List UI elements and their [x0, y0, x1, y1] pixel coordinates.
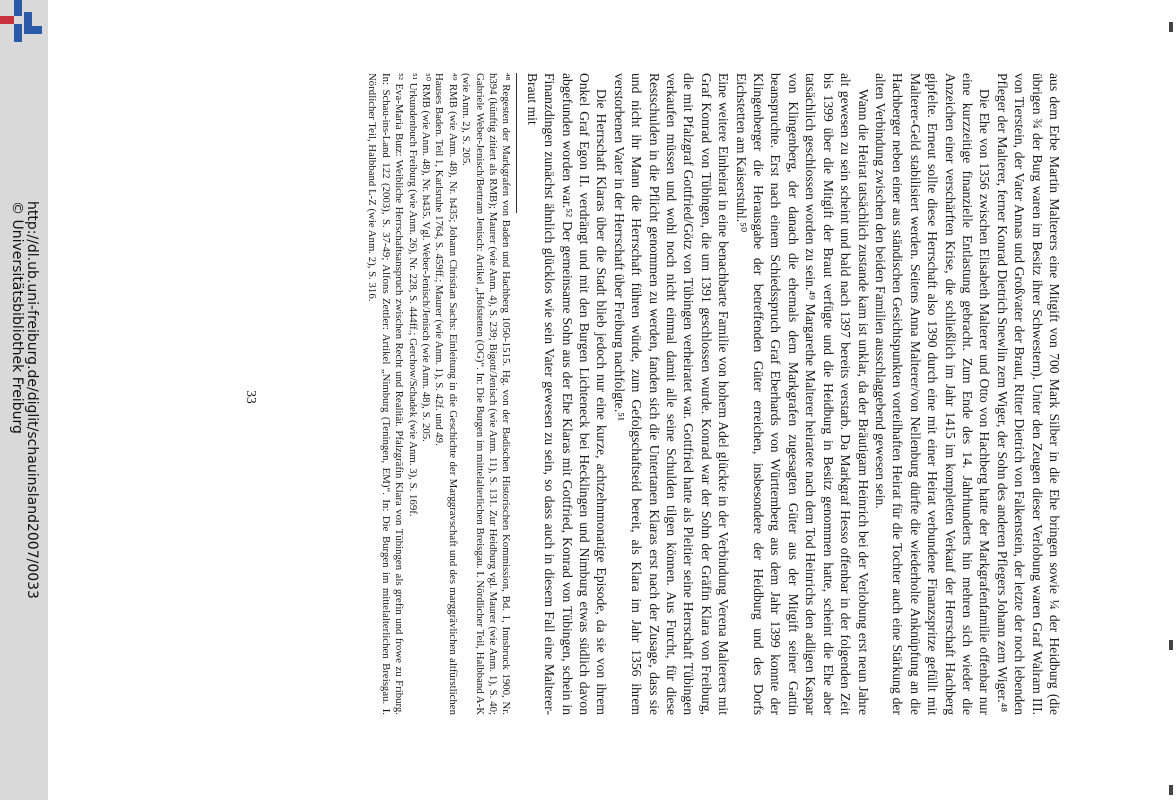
paragraph: Eine weitere Einheirat in eine benachbarte Familie von hohem Adel glückte in der Verbindung Verena Malterers mit Graf Konrad von Tübingen, die um 1391 geschlossen wurde. Konrad war der Sohn der Gräfin Klara von Freiburg, die mit Pfalzgraf Gottfried/Götz von Tübingen verheiratet war. Gottfried hatte als Pleitier seine Herrschaft Tübingen verkaufen müssen und wohl noch nicht einmal damit alle seine Schulden tilgen können. Aus Furcht, für diese Restschulden in die Pflicht genommen zu werden, fanden sich die Untertanen Klaras erst nach der Zusage, dass sie und nicht ihr Mann die Herrschaft führen würde, zum Gefolgschaftseid bereit, als Klara im Jahr 1356 ihrem verstorbenen Vater in der Herrschaft über Freiburg nachfolgte.⁵¹ [611, 73, 732, 715]
footnote-divider [516, 73, 517, 213]
source-url[interactable]: http://dl.ub.uni-freiburg.de/diglit/schauinsland2007/0033 [24, 201, 40, 599]
footnote: ⁵⁰ RMB (wie Anm. 48), Nr. h435. Vgl. Weber-Jenisch/Jenisch (wie Anm. 48), S. 205. [419, 73, 432, 442]
scan-edge-mark [1169, 640, 1173, 650]
copyright-notice: © Universitätsbibliothek Freiburg [9, 201, 25, 434]
footnote: ⁵¹ Urkundenbuch Freiburg (wie Anm. 26), Nr. 228, S. 444ff.; Gerchow/Schadek (wie Anm. 3), S. 169f. [406, 73, 419, 517]
viewer-side-strip [0, 0, 48, 800]
scan-edge-mark [1169, 22, 1173, 32]
footnote: ⁴⁹ RMB (wie Anm. 48), Nr. h435; Johann Christian Sachs: Einleitung in die Geschichte der Marggravschaft und des marggrävlichen altfürstlichen Hauses Baden. Teil 1, Karlsruhe 1764, S. 459ff.; Maurer (wie Anm. 1), S. 42f. und 49. [433, 73, 459, 715]
viewer-url-caption [9, 201, 39, 599]
footnote: ⁵² Eva-Maria Butz: Weibliche Herrschaftsanspruch zwischen Recht und Realität. Pfalzgräfin Klara von Tübingen als grefin und frowe zu Friburg. In: Schau-ins-Land 122 (2003), S. 37-49; Alfons Zettler: Artikel „Nimburg (Teningen, EM)“. In: Die Burgen im mittelalterlichen Breisgau. I. Nördlicher Teil, Halbband L-Z (wie Anm. 2), S. 316. [366, 73, 406, 715]
footnote: ⁴⁸ Regesten der Markgrafen von Baden und Hachberg 1050-1515. Hg. von der Badischen Historischen Kommission, Bd. 1, Innsbruck 1900, Nr. h394 (künftig zitiert als RMB); Maurer (wie Anm. 4), S. 239; Bigott/Jenisch (wie Anm. 11), S. 131. Zur Heidburg vgl. Maurer (wie Anm. 1), S. 40; Gabriele Weber-Jenisch/Bertram Jenisch: Artikel „Hofstetten (OG)“. In: Die Burgen im mittelalterlichen Breisgau. I. Nördlicher Teil, Halbband A-K (wie Anm. 2), S. 205. [460, 73, 513, 715]
paragraph: Die Ehe von 1356 zwischen Elisabeth Malterer und Otto von Hachberg hatte der Markgrafenfamilie offenbar nur eine kurzzeitige finanzielle Entlastung gebracht. Zum Ende des 14. Jahrhunderts hin mehren sich wieder die Anzeichen einer verschärften Krise, die schließlich im Jahr 1415 im kompletten Verkauf der Herrschaft Hachberg gipfelte. Erneut sollte diese Herrschaft also 1390 durch eine mit einer Heirat verbundene Finanzspritze gefüllt mit Malterer-Geld stabilisiert werden. Seitens Anna Malterer/von Nellenburg dürfte die wiederholte Anknüpfung an die Hachberger neben einer aus ständischen Gesichtspunkten vorteilhaften Heirat für die Tochter auch eine Stärkung der alten Verbindung zwischen den beiden Familien ausschlaggebend gewesen sein. [872, 73, 993, 715]
paragraph: Die Herrschaft Klaras über die Stadt blieb jedoch nur eine kurze, achtzehnmonatige Episode, da sie von ihrem Onkel Graf Egon II. verdrängt und mit den Burgen Lichteneck bei Hecklingen und Nimburg etwas südlich davon abgefunden worden war.⁵² Der gemeinsame Sohn aus der Ehe Klaras mit Gottfried, Konrad von Tübingen, schein in Finanzdingen zunächst ähnlich glücklos wie sein Vater gewesen zu sein, so dass auch in diesem Fall eine Malterer-Braut mit [524, 73, 610, 715]
paragraph: Wann die Heirat tatsächlich zustande kam ist unklar, da der Bräutigam Heinrich bei der Verlobung erst neun Jahre alt gewesen zu sein scheint und bald nach 1397 bereits verstarb. Da Markgraf Hesso offenbar in der folgenden Zeit bis 1399 über die Mitgift der Braut verfügte und die Heidburg in Besitz genommen hatte, scheint die Ehe aber tatsächlich geschlossen worden zu sein.⁴⁹ Margarethe Malterer heiratete nach dem Tod Heinrichs den adligen Kaspar von Klingenberg, der danach die ehemals dem Markgrafen zugesagten Güter aus der Mitgift seiner Gattin beanspruchte. Erst nach einem Schiedsspruch Graf Eberhards von Württemberg aus dem Jahr 1399 konnte der Klingenberger die Herausgabe der betreffenden Güter erreichen, insbesondere der Heidburg und des Dorfs Eichstetten am Kaiserstuhl.⁵⁰ [733, 73, 871, 715]
document-page [235, 57, 1075, 737]
university-logo-icon [0, 0, 46, 50]
scan-edge-mark [1169, 785, 1173, 795]
page-number: 33 [244, 390, 260, 404]
paragraph: aus dem Erbe Martin Malterers eine Mitgift von 700 Mark Silber in die Ehe bringen sowie ¼ der Heidburg (die übrigen ¾ der Burg waren im Besitz ihrer Schwestern). Unter den Zeugen dieser Verlobung waren Graf Walram III. von Tierstein, der Vater Annas und Großvater der Braut, Ritter Dietrich von Falkenstein, der letzte der noch lebenden Pfleger der Malterer, ferner Konrad Dietrich Snewlin zem Wiger, der Sohn des anderen Pflegers Johann zem Wiger.⁴⁸ [994, 73, 1062, 715]
